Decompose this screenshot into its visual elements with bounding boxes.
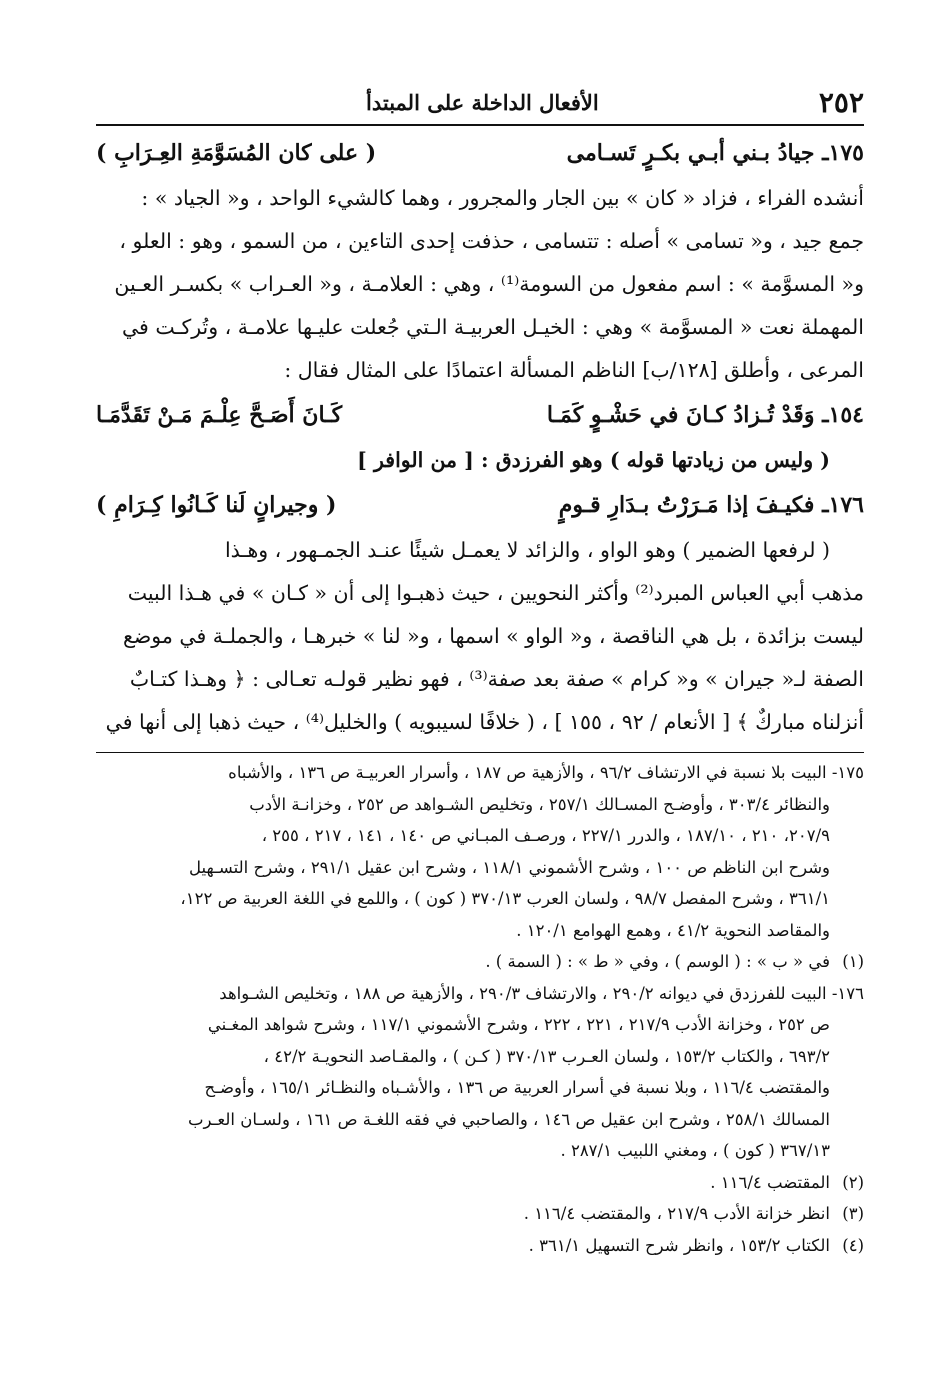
verse-176 <box>96 482 864 529</box>
footnote-line: ١٧٦- البيت للفرزدق في ديوانه ٢٩٠/٢ ، والارتشاف ٢٩٠/٣ ، والأزهية ص ١٨٨ ، وتخليص الشـواهد <box>219 983 864 1003</box>
body-line: و« المسوَّمة » : اسم مفعول من السومة⁽¹⁾ ، وهي : العلامـة ، و« العـراب » بكسـر العـين <box>114 272 864 296</box>
footnote-line: ٢٠٧/٩، ٢١٠ ، ١٨٧/١٠ ، والدرر ٢٢٧/١ ، ورصـف المبـاني ص ١٤٠ ، ١٤١ ، ٢١٧ ، ٢٥٥ ، <box>261 826 830 845</box>
body-line: جمع جيد ، و« تسامى » أصله : تتسامى ، حذفت إحدى التاءين ، من السمو ، وهو : العلو ، <box>119 229 864 253</box>
footnote-line: ٦٩٣/٢ ، والكتاب ١٥٣/٢ ، ولسان العـرب ٣٧٠/١٣ ( كـن ) ، والمقـاصد النحويـة ٤٢/٢ ، <box>263 1046 830 1066</box>
footnote-3 <box>96 1198 864 1230</box>
verse-175-second-hemistich: ( على كان المُسَوَّمَةِ العِـرَابِ ) <box>96 140 377 166</box>
body-line: ( وليس من زيادتها قوله ) وهو الفرزدق : [ من الوافر ] <box>357 448 830 472</box>
body-line: ليست بزائدة ، بل هي الناقصة ، و« الواو » اسمها ، و« لنا » خبرهـا ، والجملـة في موضع <box>122 624 864 648</box>
verse-176-second-hemistich: ( وجيرانٍ لَنا كَـانُوا كِـرَامِ ) <box>96 492 337 518</box>
footnote-line: وشرح ابن الناظم ص ١٠٠ ، وشرح الأشموني ١١٨/١ ، وشرح ابن عقيل ٢٩١/١ ، وشرح التسـهيل <box>188 857 830 877</box>
footnote-line: ص ٢٥٢ ، وخزانة الأدب ٢١٧/٩ ، ٢٢١ ، ٢٢٢ ، وشرح الأشموني ١١٧/١ ، وشرح شواهد المغـني <box>207 1015 830 1034</box>
footnote-marker: (٣) <box>842 1204 864 1223</box>
verse-154-first-hemistich: ١٥٤ـ وَقَدْ تُـزادُ كـانَ في حَشْـوٍ كَمَـا <box>546 402 864 428</box>
footnote-line: المسالك ٢٥٨/١ ، وشرح ابن عقيل ص ١٤٦ ، والصاحبي في فقه اللغـة ص ١٦١ ، ولسـان العـرب <box>187 1109 830 1129</box>
footnote-line: والمقتضب ١١٦/٤ ، وبلا نسبة في أسرار العربية ص ١٣٦ ، والأشـباه والنظـائر ١٦٥/١ ، وأوضـح <box>204 1078 830 1097</box>
footnote-line: ١٧٥- البيت بلا نسبة في الارتشاف ٩٦/٢ ، والأزهية ص ١٨٧ ، وأسرار العربيـة ص ١٣٦ ، والأشباه <box>228 763 864 782</box>
running-title: الأفعال الداخلة على المبتدأ <box>366 90 599 115</box>
footnote-marker: (٤) <box>842 1235 864 1255</box>
verse-154 <box>96 392 864 439</box>
verse-175-first-hemistich: ١٧٥ـ جيادُ بـني أبـي بكـرٍ تَسـامى <box>566 140 864 166</box>
footnote-text: في « ب » : ( الوسم ) ، وفي « ط » : ( السمة ) . <box>485 952 830 971</box>
body-line: المرعى ، وأطلق [١٢٨/ب] الناظم المسألة اعتمادًا على المثال فقال : <box>284 358 864 382</box>
footnotes <box>96 757 864 1261</box>
footnote-2 <box>96 1167 864 1199</box>
footnote-divider <box>96 752 864 753</box>
footnote-marker: (١) <box>842 952 864 971</box>
footnote-marker: (٢) <box>842 1172 864 1192</box>
body-line: أنزلناه مباركٌ ﴾ [ الأنعام / ٩٢ ، ١٥٥ ] ، ( خلافًا لسيبويه ) والخليل⁽⁴⁾ ، حيث ذهبا إلى أنها في <box>105 710 864 734</box>
page-header <box>96 84 864 126</box>
footnote-text: انظر خزانة الأدب ٢١٧/٩ ، والمقتضب ١١٦/٤ . <box>523 1204 830 1223</box>
body-line: أنشده الفراء ، فزاد « كان » بين الجار والمجرور ، وهما كالشيء الواحد ، و« الجياد » : <box>141 186 864 210</box>
verse-154-second-hemistich: كَـانَ أَصَـحَّ عِلْـمَ مَـنْ تَقَدَّمَـا <box>96 402 343 428</box>
footnote-1 <box>96 946 864 978</box>
body-line: مذهب أبي العباس المبرد⁽²⁾ وأكثر النحويين ، حيث ذهبـوا إلى أن « كـان » في هـذا البيت <box>127 581 864 605</box>
main-text <box>96 130 864 744</box>
footnote-text: الكتاب ١٥٣/٢ ، وانظر شرح التسهيل ٣٦١/١ . <box>528 1235 830 1255</box>
footnote-line: ٣٦١/١ ، وشرح المفصل ٩٨/٧ ، ولسان العرب ٣٧٠/١٣ ( كون ) ، واللمع في اللغة العربية ص ١٢٢، <box>180 889 830 908</box>
body-line: الصفة لـ« جيران » و« كرام » صفة بعد صفة⁽³⁾ ، فهو نظير قولـه تعـالى : ﴿ وهـذا كتـابٌ <box>129 667 864 691</box>
body-line: ( لرفعها الضمير ) وهو الواو ، والزائد لا يعمـل شيئًا عنـد الجمـهور ، وهـذا <box>224 538 830 562</box>
footnote-line: والمقاصد النحوية ٤١/٢ ، وهمع الهوامع ١٢٠/١ . <box>516 920 830 940</box>
footnote-line: ٣٦٧/١٣ ( كون ) ، ومغني اللبيب ٢٨٧/١ . <box>560 1141 830 1160</box>
footnote-4 <box>96 1230 864 1262</box>
footnote-line: والنظائر ٣٠٣/٤ ، وأوضـح المسـالك ٢٥٧/١ ، وتخليص الشـواهد ص ٢٥٢ ، وخزانـة الأدب <box>249 794 830 814</box>
verse-176-first-hemistich: ١٧٦ـ فكيـفَ إذا مَـرَرْتُ بـدَارِ قـومٍ <box>558 492 864 518</box>
footnote-text: المقتضب ١١٦/٤ . <box>710 1172 830 1192</box>
verse-175 <box>96 130 864 177</box>
body-line: المهملة نعت « المسوَّمة » وهي : الخيـل العربيـة الـتي جُعلت عليـها علامـة ، وتُركـت في <box>121 315 864 339</box>
page-number: ٢٥٢ <box>818 86 864 119</box>
